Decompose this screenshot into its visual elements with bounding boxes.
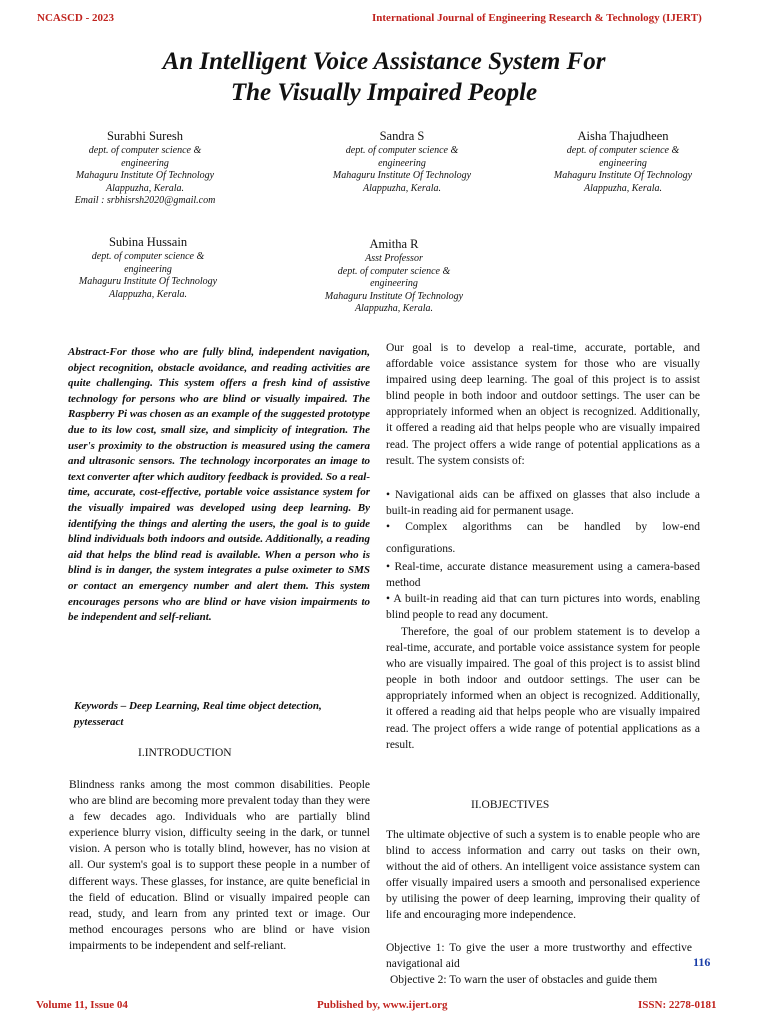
author-name: Sandra S xyxy=(379,129,425,143)
author-block xyxy=(40,129,250,208)
author-location: Alappuzha, Kerala. xyxy=(362,182,442,194)
author-institute: Mahaguru Institute Of Technology xyxy=(553,170,693,182)
author-location: Alappuzha, Kerala. xyxy=(354,303,434,315)
author-dept-cont: engineering xyxy=(124,263,172,275)
footer-issn: ISSN: 2278-0181 xyxy=(638,999,717,1011)
author-dept: dept. of computer science & xyxy=(566,145,680,156)
section-heading-introduction: I.INTRODUCTION xyxy=(138,747,232,759)
footer-volume: Volume 11, Issue 04 xyxy=(36,999,128,1011)
bullet-distance-measurement: • Real-time, accurate distance measurement using a camera-based method xyxy=(386,561,700,590)
header-journal: International Journal of Engineering Research & Technology (IJERT) xyxy=(372,12,702,24)
author-dept-cont: engineering xyxy=(370,278,418,290)
goal-paragraph: Our goal is to develop a real-time, accurate, portable, and affordable voice assistance system for those who are visually impaired using deep learning. The goal of this project is to assist blind people in both indoor and outdoor settings. The user can be appropriately informed when an object is recognized. Additionally, it offered a reading aid that helps people who are visually impaired read. The project offers a wide range of potential applications as a result. The system consists of: xyxy=(386,342,700,467)
author-institute: Mahaguru Institute Of Technology xyxy=(75,170,215,182)
bullet-complex-algorithms-cont: configurations. xyxy=(386,543,456,555)
objectives-paragraph: The ultimate objective of such a system is to enable people who are blind to access information and carry out tasks on their own, without the aid of others. An intelligent voice assistance system can offer visually impaired users a smooth and personalised experience by utilising the power of deep learning, improving their quality of life and encouraging more independence. xyxy=(386,829,700,922)
introduction-paragraph: Blindness ranks among the most common disabilities. People who are blind are becoming more prevalent today than they were a few decades ago. Individuals who are partially blind experience blurry vision, difficulty seeing in the dark, or tunnel vision. A person who is totally blind, however, has no vision at all. Our system's goal is to support these people in a number of different ways. These glasses, for instance, are quite beneficial in the field of education. Blind or visually impaired people can read, study, and learn from any printed text or image. Our method encourages persons who are blind or have vision impairments to be independent and self-reliant. xyxy=(69,779,370,952)
author-name: Subina Hussain xyxy=(108,235,188,249)
author-name: Amitha R xyxy=(369,237,419,251)
objective-2: Objective 2: To warn the user of obstacles and guide them xyxy=(390,974,658,986)
author-institute: Mahaguru Institute Of Technology xyxy=(78,276,218,288)
author-dept-cont: engineering xyxy=(378,157,426,169)
author-dept-cont: engineering xyxy=(599,157,647,169)
author-title: Asst Professor xyxy=(365,253,423,264)
bullet-reading-aid: • A built-in reading aid that can turn pictures into words, enabling blind people to read any document. xyxy=(386,593,700,622)
keywords: Keywords – Deep Learning, Real time object detection, pytesseract xyxy=(74,700,322,728)
author-email: Email : srbhisrsh2020@gmail.com xyxy=(74,195,216,207)
title-line-1: An Intelligent Voice Assistance System For xyxy=(162,48,606,75)
title-line-2: The Visually Impaired People xyxy=(230,79,538,106)
bullet-complex-algorithms: • Complex algorithms can be handled by low-end xyxy=(386,521,700,533)
paper-title xyxy=(40,46,728,108)
author-block xyxy=(289,237,499,316)
footer-publisher: Published by, www.ijert.org xyxy=(317,999,448,1011)
author-location: Alappuzha, Kerala. xyxy=(105,182,185,194)
author-dept: dept. of computer science & xyxy=(345,145,459,156)
section-heading-objectives: II.OBJECTIVES xyxy=(471,799,550,811)
author-name: Surabhi Suresh xyxy=(106,129,184,143)
page-number: 116 xyxy=(693,955,711,969)
author-location: Alappuzha, Kerala. xyxy=(583,182,663,194)
author-dept: dept. of computer science & xyxy=(337,265,451,277)
bullet-navigational-aids: • Navigational aids can be affixed on glasses that also include a built-in reading aid for permanent usage. xyxy=(386,489,700,518)
header-conference: NCASCD - 2023 xyxy=(37,12,114,24)
abstract: Abstract-For those who are fully blind, independent navigation, object recognition, obstacle avoidance, and reading activities are quite challenging. This system offers a fresh kind of assistive technology for persons who are blind or visually impaired. The Raspberry Pi was chosen as an example of the suggested prototype due to its low cost, small size, and simplicity of integration. The user's proximity to the obstruction is measured using the camera and ultrasonic sensors. The technology incorporates an image to text converter after which auditory feedback is provided. So a real-time, accurate, cost-effective, portable voice assistance system for the visually impaired was developed using deep learning. By identifying the things and alerting the users, the goal is to guide blind individuals both indoors and outside. Additionally, a reading aid that helps the blind read is available. When a person who is blind is in danger, the system integrates a pulse oximeter to SMS or contact an emergency number and alert them. This system encourages persons who are blind or have vision impairments to be independent and self-reliant. xyxy=(68,346,370,624)
author-institute: Mahaguru Institute Of Technology xyxy=(324,290,464,302)
author-block xyxy=(43,235,253,301)
objective-1: Objective 1: To give the user a more trustworthy and effective navigational aid xyxy=(386,942,692,971)
author-institute: Mahaguru Institute Of Technology xyxy=(332,170,472,182)
author-block xyxy=(518,129,728,195)
author-location: Alappuzha, Kerala. xyxy=(108,288,188,300)
therefore-paragraph: Therefore, the goal of our problem statement is to develop a real-time, accurate, and portable voice assistance system for people who are visually impaired. The goal of this project is to assist blind people in both indoor and outdoor settings. The user can be appropriately informed when an object is recognized. Additionally, it offered a reading aid that helps people who are visually impaired read. The project offers a wide range of potential applications as a result. xyxy=(386,626,700,751)
author-name: Aisha Thajudheen xyxy=(577,129,669,143)
author-dept: dept. of computer science & xyxy=(91,251,205,262)
author-dept-cont: engineering xyxy=(121,157,169,169)
author-block xyxy=(297,129,507,195)
author-dept: dept. of computer science & xyxy=(88,145,202,156)
